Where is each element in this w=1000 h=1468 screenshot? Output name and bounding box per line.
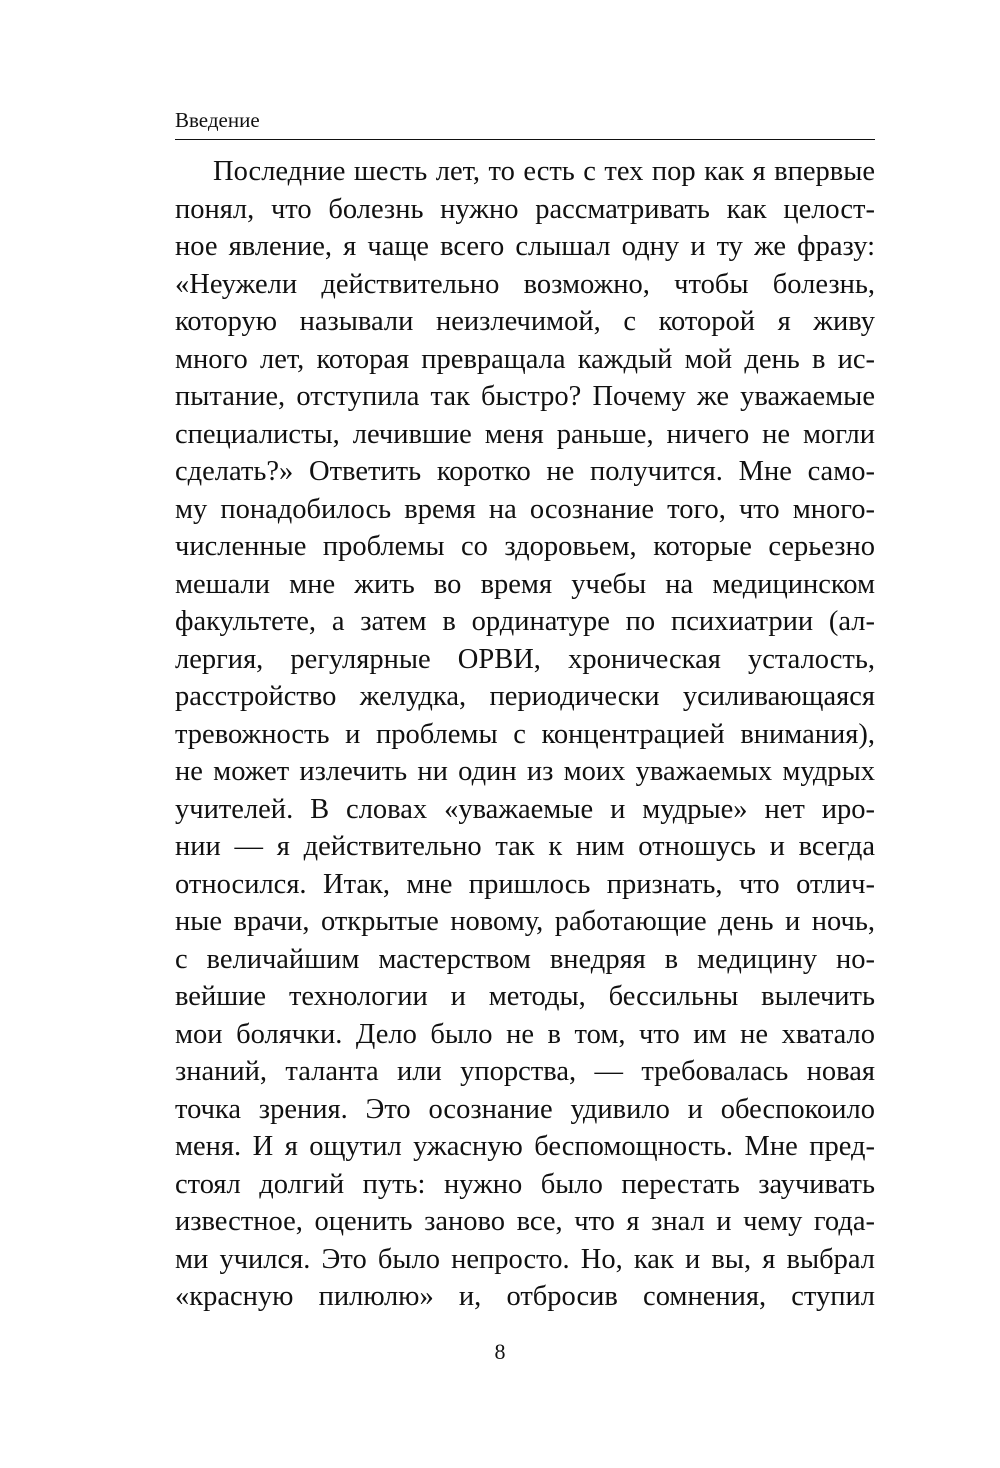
- text-line: лергия, регулярные ОРВИ, хроническая усталость,: [175, 643, 875, 675]
- text-line: расстройство желудка, периодически усиливающаяся: [175, 681, 875, 712]
- text-line: много лет, которая превращала каждый мой день в ис-: [175, 343, 875, 375]
- text-line: вейшие технологии и методы, бессильны вылечить: [175, 981, 875, 1012]
- text-line: учителей. В словах «уважаемые и мудрые» нет иро-: [175, 793, 875, 825]
- text-line: ное явление, я чаще всего слышал одну и ту же фразу:: [175, 231, 875, 262]
- text-line: «красную пилюлю» и, отбросив сомнения, ступил: [175, 1281, 875, 1312]
- text-line: меня. И я ощутил ужасную беспомощность. Мне пред-: [175, 1131, 875, 1162]
- text-line: известное, оценить заново все, что я знал и чему года-: [175, 1206, 875, 1237]
- page-number: 8: [494, 1339, 506, 1364]
- text-line: стоял долгий путь: нужно было перестать заучивать: [175, 1168, 875, 1200]
- running-header: [175, 106, 875, 140]
- text-line: ные врачи, открытые новому, работающие день и ночь,: [175, 906, 875, 937]
- text-line: точка зрения. Это осознание удивило и обеспокоило: [175, 1093, 875, 1125]
- text-line: тревожность и проблемы с концентрацией внимания),: [175, 718, 875, 750]
- text-line: понял, что болезнь нужно рассматривать как целост-: [175, 193, 875, 225]
- text-line: пытание, отступила так быстро? Почему же уважаемые: [175, 381, 875, 412]
- text-line: нии — я действительно так к ним отношусь и всегда: [175, 831, 875, 862]
- text-line: сделать?» Ответить коротко не получится. Мне само-: [175, 456, 875, 487]
- text-line: знаний, таланта или упорства, — требовалась новая: [175, 1056, 875, 1087]
- text-line: факультете, а затем в ординатуре по психиатрии (ал-: [175, 606, 875, 637]
- text-line: мои болячки. Дело было не в том, что им не хватало: [175, 1018, 875, 1050]
- text-line: «Неужели действительно возможно, чтобы болезнь,: [175, 268, 875, 300]
- text-line: с величайшим мастерством внедряя в медицину но-: [175, 943, 875, 975]
- text-line: численные проблемы со здоровьем, которые серьезно: [175, 531, 875, 562]
- text-line: ми учился. Это было непросто. Но, как и вы, я выбрал: [175, 1243, 875, 1275]
- text-line: специалисты, лечившие меня раньше, ничего не могли: [175, 418, 875, 450]
- text-line: мешали мне жить во время учебы на медицинском: [175, 568, 875, 600]
- text-line: не может излечить ни один из моих уважаемых мудрых: [175, 756, 875, 787]
- chapter-title: Введение: [175, 108, 260, 132]
- text-line: которую называли неизлечимой, с которой я живу: [175, 306, 875, 337]
- text-line: му понадобилось время на осознание того, что много-: [175, 493, 875, 525]
- text-line: Последние шесть лет, то есть с тех пор как я впервые: [213, 156, 875, 187]
- body-paragraph: [175, 153, 875, 1316]
- text-line: относился. Итак, мне пришлось признать, что отлич-: [175, 868, 875, 900]
